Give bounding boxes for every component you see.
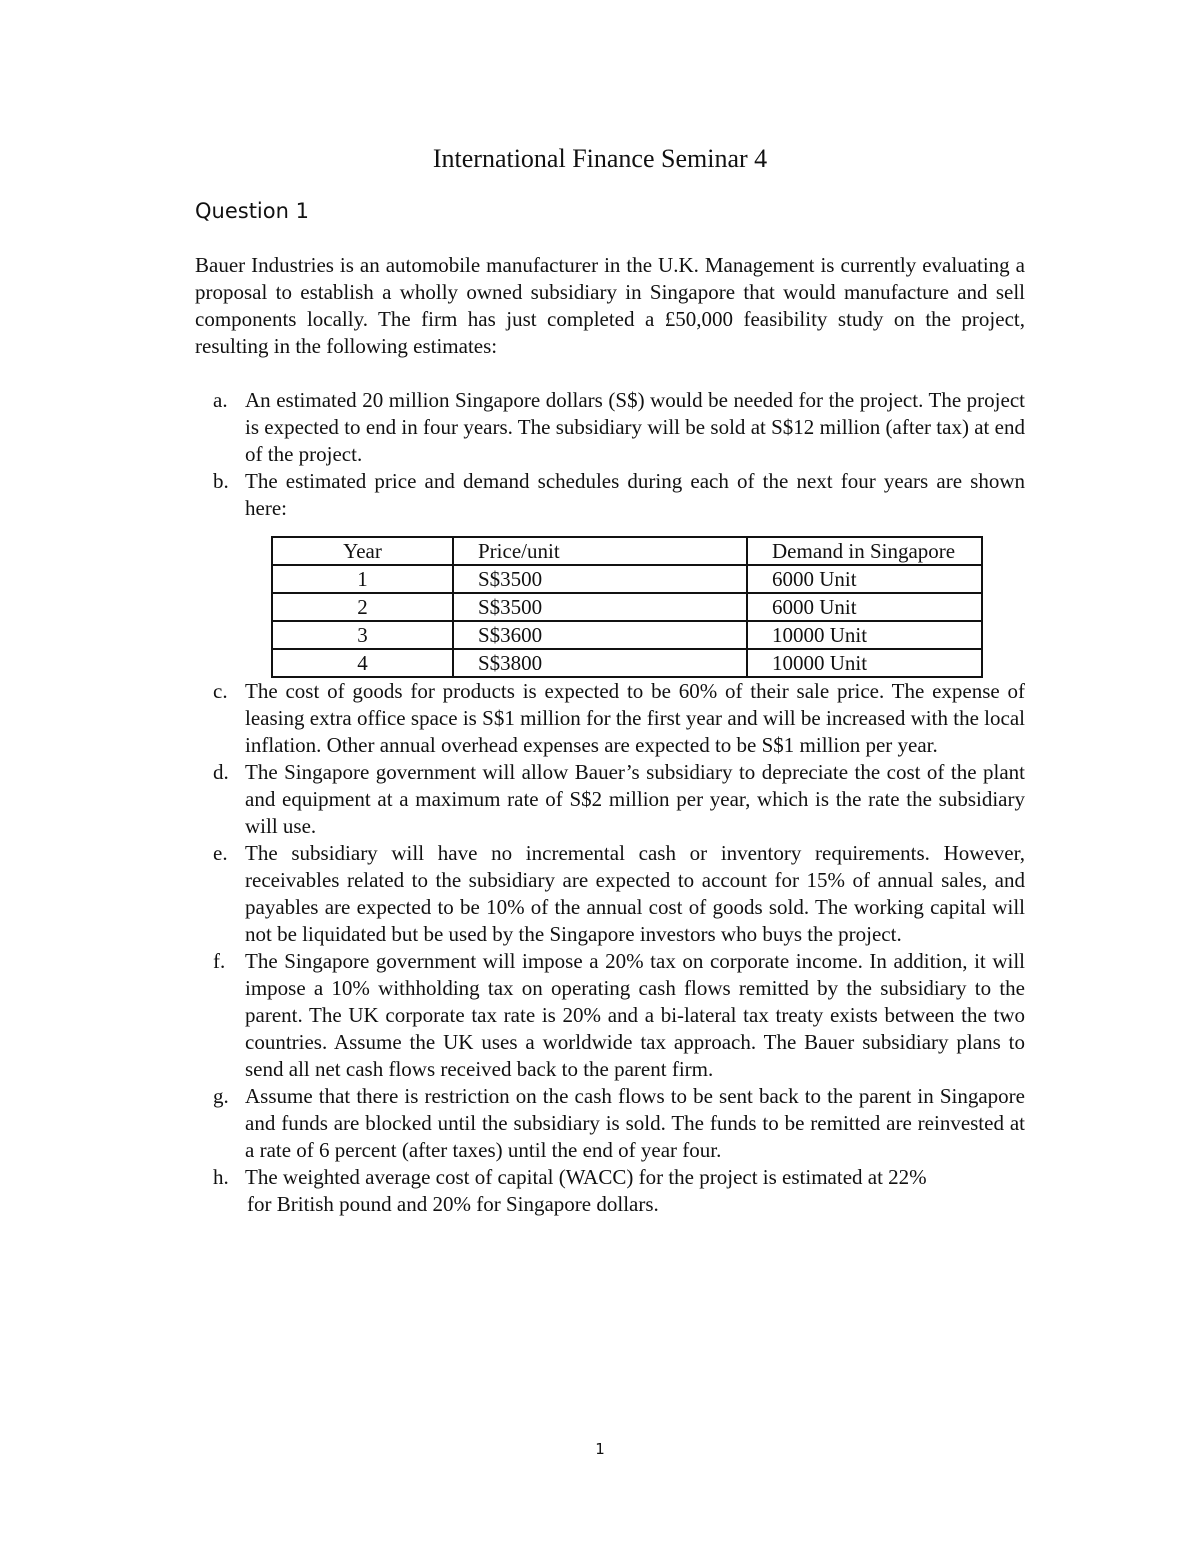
list-item-text-line2: for British pound and 20% for Singapore dollars. (247, 1192, 659, 1216)
table-row (272, 621, 982, 649)
list-marker: c. (213, 679, 228, 703)
list-item-text: The cost of goods for products is expected to be 60% of their sale price. The expense of leasing extra office space is S$1 million for the first year and will be increased with the local inflation. Other annual overhead expenses are expected to be S$1 million per year. (245, 679, 1025, 757)
table-header-cell: Year (272, 537, 453, 565)
table-cell: 1 (272, 565, 453, 593)
estimates-list (195, 387, 1025, 1218)
list-item-text: The Singapore government will allow Bauer’s subsidiary to depreciate the cost of the plant and equipment at a maximum rate of S$2 million per year, which is the rate the subsidiary will use. (245, 760, 1025, 838)
table-row (272, 593, 982, 621)
page-number: 1 (595, 1440, 605, 1458)
page-title: International Finance Seminar 4 (432, 144, 768, 173)
list-item-text: The estimated price and demand schedules during each of the next four years are shown here: (245, 469, 1025, 520)
table-row (272, 649, 982, 677)
list-item-e (195, 840, 1025, 948)
list-item-d (195, 759, 1025, 840)
list-item-text: An estimated 20 million Singapore dollars (S$) would be needed for the project. The project is expected to end in four years. The subsidiary will be sold at S$12 million (after tax) at end of the project. (245, 388, 1025, 466)
list-item-h (195, 1164, 1025, 1218)
list-marker: b. (213, 469, 229, 493)
list-marker: g. (213, 1084, 229, 1108)
table-cell: 6000 Unit (747, 593, 982, 621)
list-item-g (195, 1083, 1025, 1164)
list-item-text: The Singapore government will impose a 20% tax on corporate income. In addition, it will impose a 10% withholding tax on operating cash flows remitted by the subsidiary to the parent. The UK corporate tax rate is 20% and a bi-lateral tax treaty exists between the two countries. Assume the UK uses a worldwide tax approach. The Bauer subsidiary plans to send all net cash flows received back to the parent firm. (245, 949, 1025, 1081)
table-cell: 3 (272, 621, 453, 649)
table-cell: S$3500 (453, 565, 747, 593)
list-marker: h. (213, 1165, 229, 1189)
table-cell: 10000 Unit (747, 621, 982, 649)
list-item-text: The subsidiary will have no incremental cash or inventory requirements. However, receivables related to the subsidiary are expected to account for 15% of annual sales, and payables are expected to be 10% of the annual cost of goods sold. The working capital will not be liquidated but be used by the Singapore investors who buys the project. (245, 841, 1025, 946)
table-cell: S$3500 (453, 593, 747, 621)
list-marker: a. (213, 388, 228, 412)
price-demand-table (271, 536, 983, 678)
list-item-f (195, 948, 1025, 1083)
question-heading: Question 1 (195, 199, 309, 223)
list-item-b (195, 468, 1025, 678)
list-item-text: Assume that there is restriction on the cash flows to be sent back to the parent in Singapore and funds are blocked until the subsidiary is sold. The funds to be remitted are reinvested at a rate of 6 percent (after taxes) until the end of year four. (245, 1084, 1025, 1162)
list-item-a (195, 387, 1025, 468)
list-marker: d. (213, 760, 229, 784)
intro-paragraph: Bauer Industries is an automobile manufacturer in the U.K. Management is currently evaluating a proposal to establish a wholly owned subsidiary in Singapore that would manufacture and sell components locally. The firm has just completed a £50,000 feasibility study on the project, resulting in the following estimates: (195, 253, 1025, 358)
table-cell: 4 (272, 649, 453, 677)
price-demand-table-wrapper (271, 536, 983, 678)
table-header-row (272, 537, 982, 565)
list-item-c (195, 678, 1025, 759)
list-item-text-line1: The weighted average cost of capital (WACC) for the project is estimated at 22% (245, 1165, 927, 1189)
table-cell: S$3800 (453, 649, 747, 677)
table-header-cell: Demand in Singapore (747, 537, 982, 565)
table-row (272, 565, 982, 593)
list-marker: e. (213, 841, 228, 865)
table-cell: 2 (272, 593, 453, 621)
list-marker: f. (213, 949, 226, 973)
table-cell: S$3600 (453, 621, 747, 649)
table-cell: 6000 Unit (747, 565, 982, 593)
table-header-cell: Price/unit (453, 537, 747, 565)
table-cell: 10000 Unit (747, 649, 982, 677)
